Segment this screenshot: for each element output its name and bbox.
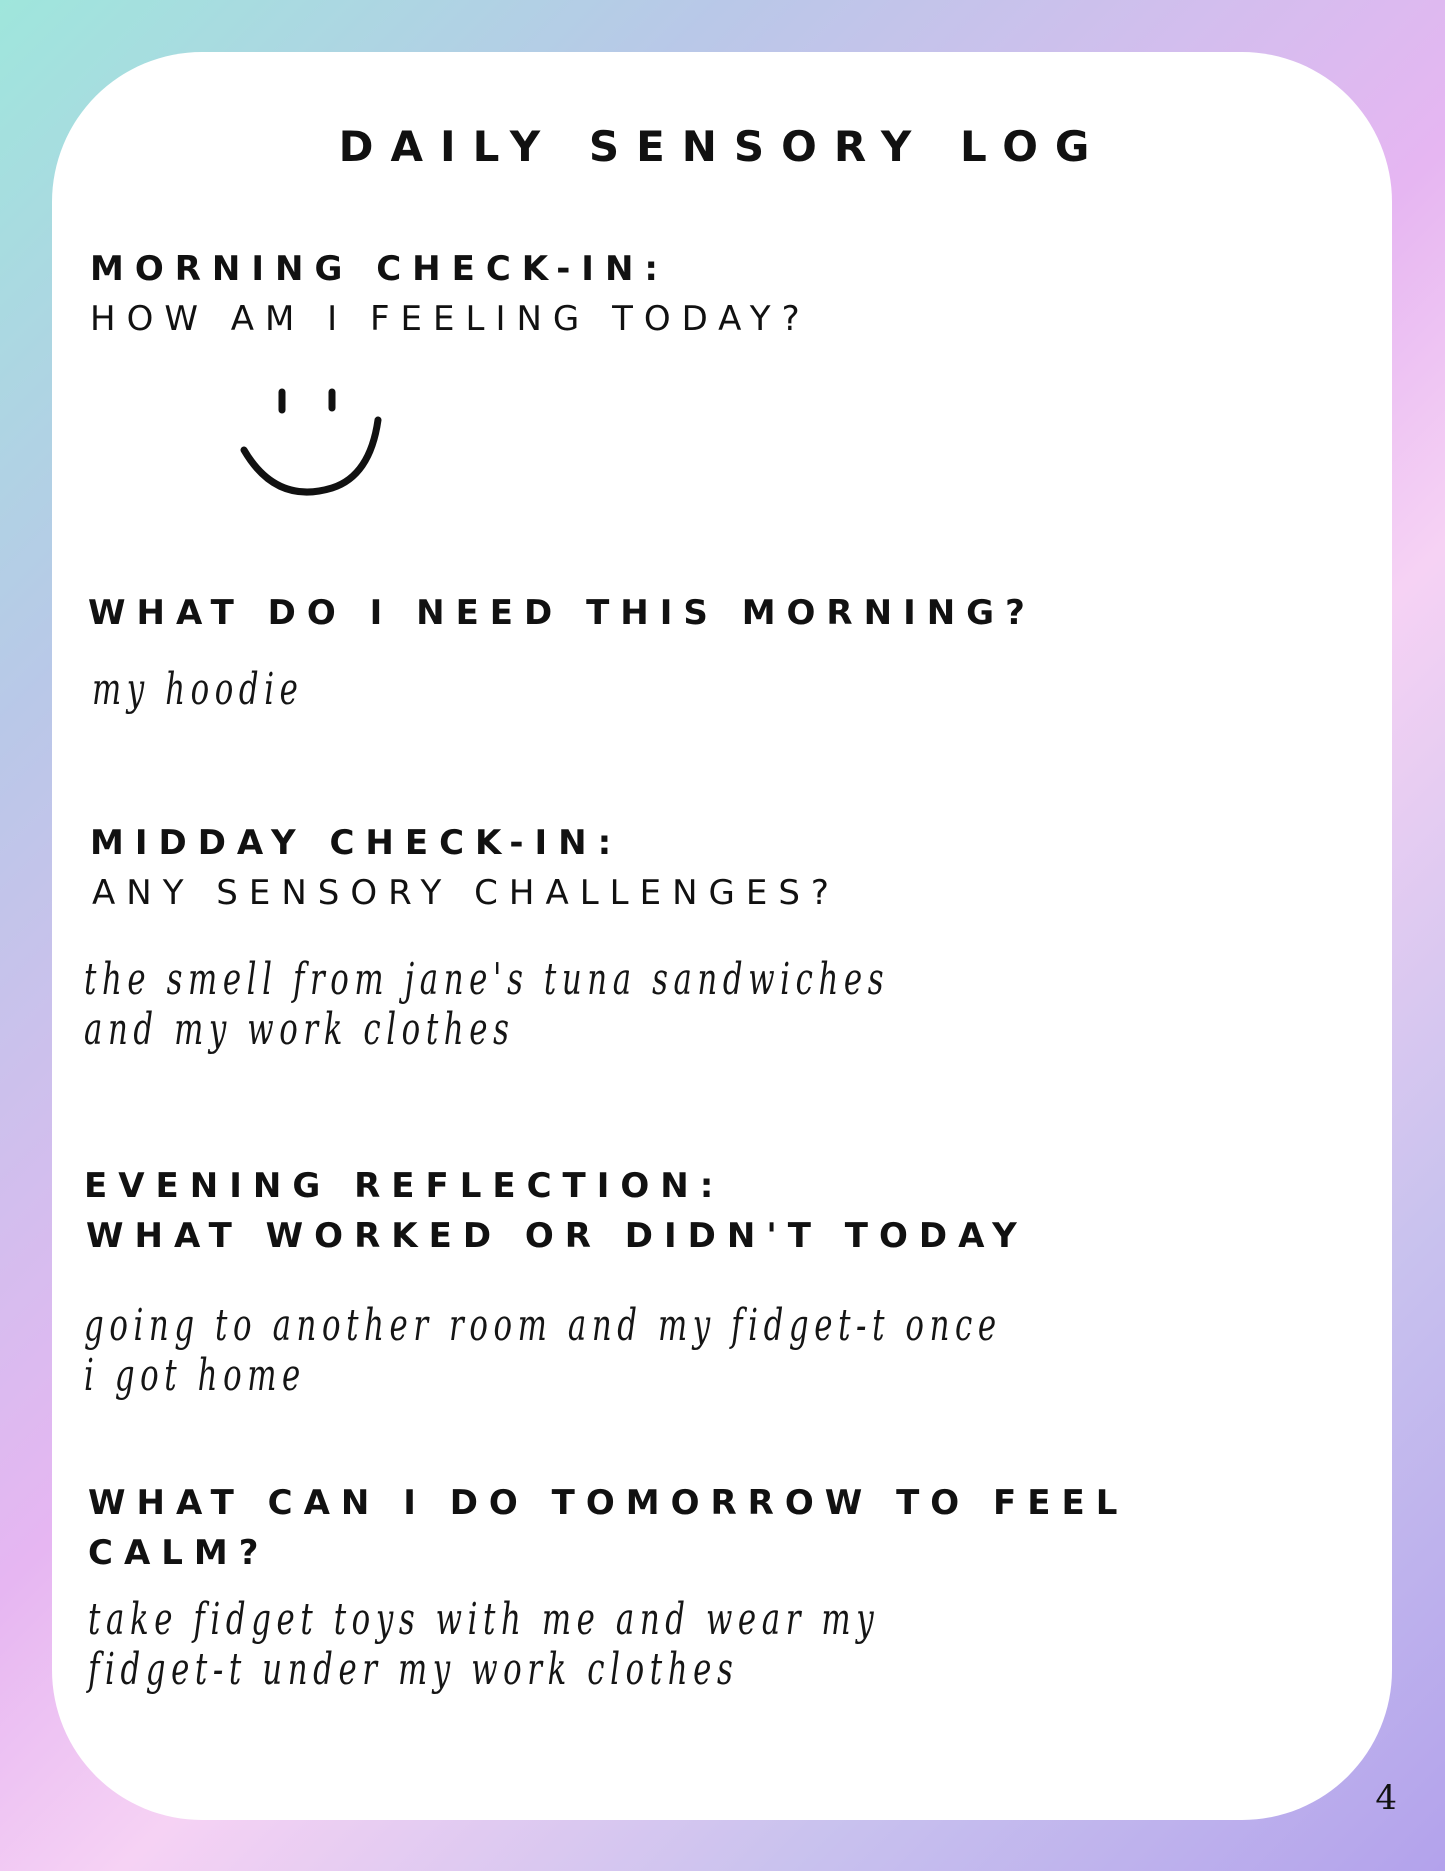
page-number: 4 [1375,1778,1397,1818]
tomorrow-question-line-2: CALM? [88,1533,270,1573]
evening-answer-line-2: i got home [84,1350,306,1401]
midday-answer-line-1: the smell from jane's tuna sandwiches [84,954,890,1005]
evening-heading: EVENING REFLECTION: [84,1166,725,1206]
evening-question: WHAT WORKED OR DIDN'T TODAY [86,1216,1028,1256]
smiley-face-icon [236,380,386,500]
evening-answer-line-1: going to another room and my fidget-t once [84,1300,1002,1351]
tomorrow-question-line-1: WHAT CAN I DO TOMORROW TO FEEL [88,1483,1129,1523]
tomorrow-answer-line-2: fidget-t under my work clothes [88,1644,739,1695]
morning-question: HOW AM I FEELING TODAY? [90,299,811,339]
tomorrow-answer-line-1: take fidget toys with me and wear my [88,1594,880,1645]
morning-heading: MORNING CHECK-IN: [90,249,670,289]
midday-question: ANY SENSORY CHALLENGES? [92,873,840,913]
midday-answer-line-2: and my work clothes [84,1004,515,1055]
page-title: DAILY SENSORY LOG [338,122,1107,171]
morning-need-question: WHAT DO I NEED THIS MORNING? [88,593,1036,633]
midday-heading: MIDDAY CHECK-IN: [90,823,623,863]
morning-need-answer: my hoodie [92,664,304,715]
